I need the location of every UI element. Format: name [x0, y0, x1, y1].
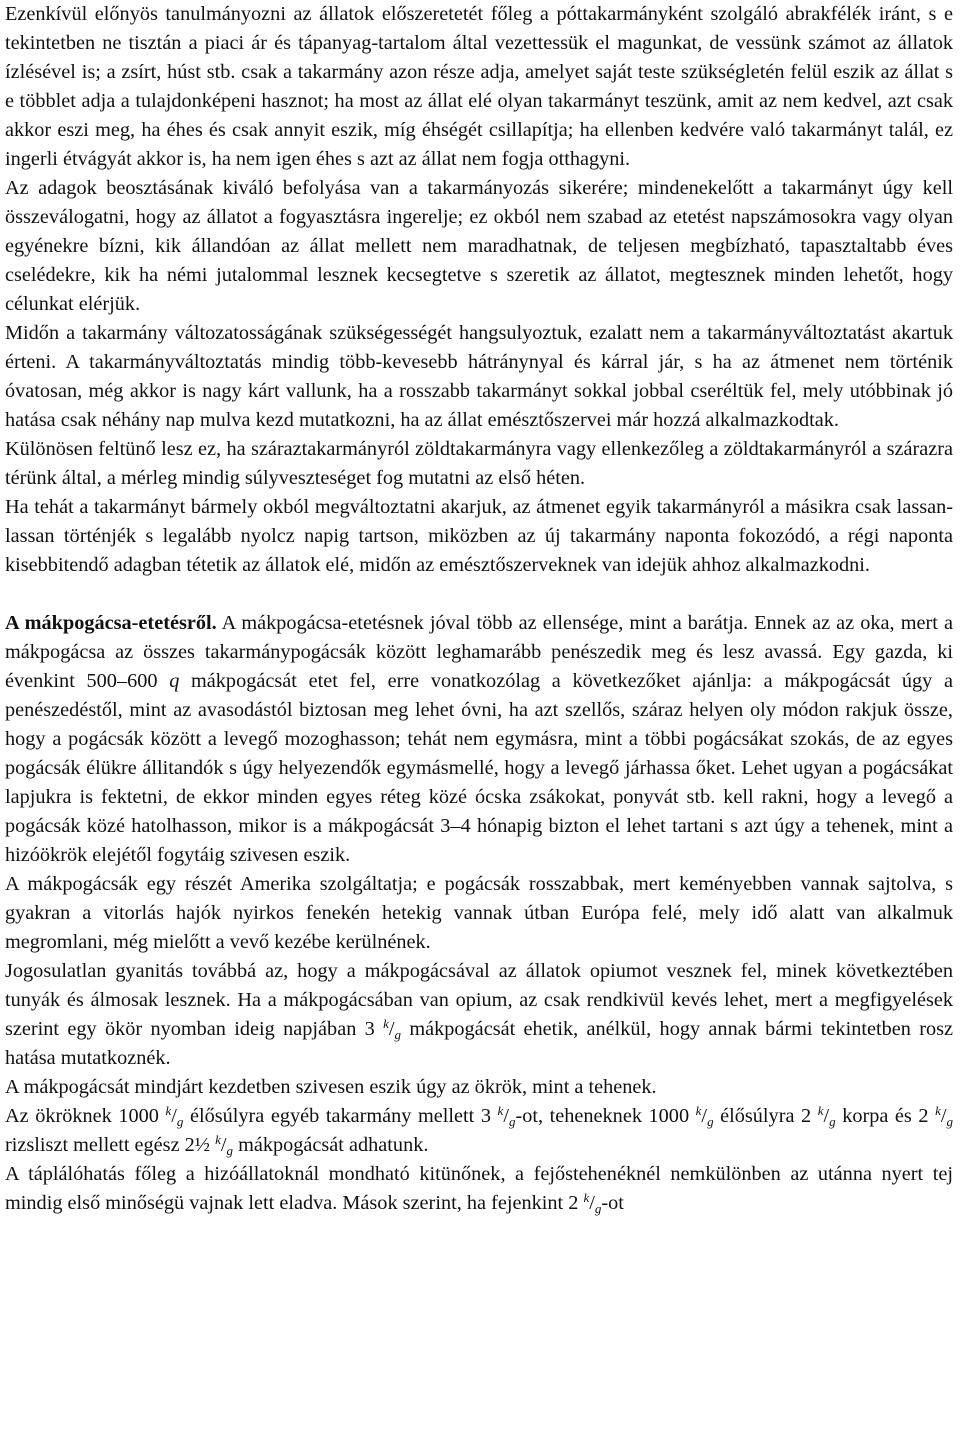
text-run: A mákpogácsák egy részét Amerika szolgáltatja; e pogácsák rosszabbak, mert keményebben vannak sajtolva, s gyakran a vitorlás hajók nyirkos fenekén hetekig vannak útban Európa felé, mely idő alatt van alkalmuk megromlani, még mielőtt a vevő kezébe kerülnének. [5, 873, 953, 953]
paragraph-gap [5, 580, 953, 609]
unit-numerator: k [497, 1103, 504, 1118]
section-heading: A mákpogácsa-etetésről. [5, 612, 217, 634]
unit-denominator: g [707, 1114, 714, 1129]
unit-denominator: g [394, 1027, 402, 1042]
paragraph [5, 0, 953, 174]
unit-symbol: q [169, 670, 180, 692]
text-run: rizsliszt mellett egész 2½ [5, 1134, 216, 1156]
unit-denominator: g [594, 1201, 602, 1216]
text-run: mákpogácsát ehetik, anélkül, hogy annak bármi tekintetben rosz hatása mutatkoznék. [5, 1018, 954, 1069]
paragraph [5, 1160, 953, 1218]
fraction-slash: / [589, 1192, 595, 1214]
unit-numerator: k [695, 1103, 702, 1118]
text-run: mákpogácsát etet fel, erre vonatkozólag a következőket ajánlja: a mákpogácsát úgy a penészedéstől, mint az avasodástól biztosan meg lehet óvni, ha azt szellős, száraz helyen oly módon rakjuk össze, hogy a pogácsák között a levegő mozoghasson; tehát nem egymásra, mint a többi pogácsákat szokás, de az egyes pogácsák élükre állitandók s úgy helyezendők egymásmellé, hogy a levegő járhassa őket. Lehet ugyan a pogácsákat lapjukra is fektetni, de ekkor minden egyes réteg közé ócska zsákokat, ponyvát stb. kell rakni, hogy a levegő a pogácsák közé hatolhasson, mikor is a mákpogácsát 3–4 hónapig bizton el lehet tartani s azt úgy a tehenek, mint a hizóökrök elejétől fogytáig szivesen eszik. [5, 670, 953, 866]
text-run: Ha tehát a takarmányt bármely okból megváltoztatni akarjuk, az átmenet egyik takarmányról a másikra csak lassan-lassan történjék s legalább nyolcz napig tartson, miközben az új takarmány naponta fokozódó, a régi naponta kisebbitendő adagban tétetik az állatok elé, midőn az emésztőszerveknek van idejük ahhoz alkalmazkodni. [5, 496, 953, 576]
text-run: Jogosulatlan gyanitás továbbá az, hogy a mákpogácsával az állatok opiumot vesznek fel, minek következtében tunyák és álmosak lesznek. Ha a mákpogácsában van opium, az csak rendkivül kevés lehet, mert a megfigyelések szerint egy ökör nyomban ideig napjában 3 [5, 960, 953, 1040]
paragraph [5, 1102, 953, 1160]
unit-denominator: g [176, 1114, 184, 1129]
fraction-slash: / [503, 1105, 509, 1127]
unit-numerator: k [817, 1103, 824, 1118]
text-run: Az ökröknek 1000 [5, 1105, 166, 1127]
fraction-slash: / [823, 1105, 830, 1127]
text-run: Különösen feltünő lesz ez, ha száraztakarmányról zöldtakarmányra vagy ellenkezőleg a zöldtakarmányról a szárazra térünk által, a mérleg mindig súlyveszteséget fog mutatni az első héten. [5, 438, 953, 489]
text-run: -ot, teheneknek 1000 [515, 1105, 696, 1127]
paragraph [5, 435, 953, 493]
text-run: Ezenkívül előnyös tanulmányozni az állatok előszeretetét főleg a póttakarmányként szolgáló abrakfélék iránt, s e tekintetben ne tisztán a piaci ár és tápanyag-tartalom által vezettessük el magunkat, de vessünk számot az állatok ízlésével is; a zsírt, húst stb. csak a takarmány azon része adja, amelyet saját teste szükségletén felül eszik az állat s e többlet adja a tulajdonképeni hasznot; ha most az állat elé olyan takarmányt teszünk, amit az nem kedvel, azt csak akkor eszi meg, ha éhes és csak annyit eszik, míg éhségét csillapítja; ha ellenben kedvére való takarmányt talál, ez ingerli étvágyát akkor is, ha nem igen éhes s azt az állat nem fogja otthagyni. [5, 3, 953, 170]
unit-fraction [696, 1105, 714, 1127]
fraction-slash: / [388, 1018, 395, 1040]
paragraph [5, 493, 953, 580]
text-run: A mákpogácsát mindjárt kezdetben szivesen eszik úgy az ökrök, mint a tehenek. [5, 1076, 657, 1098]
text-run: Midőn a takarmány változatosságának szükségességét hangsulyoztuk, ezalatt nem a takarmányváltoztatást akartuk érteni. A takarmányváltoztatás mindig több-kevesebb hátránynyal és kárral jár, s ha az átmenet nem történik óvatosan, még akkor is nagy kárt vallunk, ha a rosszabb takarmányt sokkal jobbal cseréltük fel, mely utóbbinak jó hatása csak néhány nap mulva kezd mutatkozni, ha az állat emésztőszervei már hozzá alkalmazkodtak. [5, 322, 953, 431]
fraction-slash: / [171, 1105, 177, 1127]
paragraph [5, 174, 953, 319]
text-run: mákpogácsát adhatunk. [233, 1134, 429, 1156]
fraction-slash: / [220, 1134, 227, 1156]
paragraph [5, 870, 953, 957]
unit-denominator: g [946, 1114, 953, 1129]
paragraph [5, 1073, 953, 1102]
unit-numerator: k [583, 1190, 590, 1205]
unit-fraction [935, 1105, 953, 1127]
paragraph [5, 319, 953, 435]
unit-fraction [818, 1105, 836, 1127]
text-run: Az adagok beosztásának kiváló befolyása van a takarmányozás sikerére; mindenekelőtt a takarmányt úgy kell összeválogatni, hogy az állatot a fogyasztásra ingerelje; ez okból nem szabad az etetést napszámosokra vagy olyan egyénekre bízni, kik állandóan az állat mellett nem maradhatnak, de teljesen megbízható, tapasztaltabb éves cselédekre, kik ha némi jutalommal lesznek kecsegtetve s szeretik az állatot, megtesznek minden lehetőt, hogy célunkat elérjük. [5, 177, 953, 315]
unit-numerator: k [215, 1132, 221, 1147]
fraction-slash: / [701, 1105, 708, 1127]
text-run: A táplálóhatás főleg a hizóállatoknál mondható kitünőnek, a fejőstehenéknél nemkülönben az utánna nyert tej mindig első minőségü vajnak lett eladva. Mások szerint, ha fejenkint 2 [5, 1163, 953, 1214]
unit-fraction [498, 1105, 516, 1127]
text-run: korpa és 2 [835, 1105, 936, 1127]
unit-denominator: g [508, 1114, 516, 1129]
unit-denominator: g [226, 1143, 233, 1158]
unit-fraction [383, 1018, 401, 1040]
fraction-slash: / [940, 1105, 947, 1127]
unit-numerator: k [383, 1016, 389, 1031]
text-run: A mákpogácsa-etetésnek jóval több az ellensége, mint a barátja. Ennek az az oka, mert a mákpogácsa az összes takarmánypogácsák között leghamarább penészedik meg és lesz avassá. Egy gazda, ki évenkint 500–600 [5, 612, 954, 692]
text-run: -ot [601, 1192, 624, 1214]
paragraph [5, 609, 953, 870]
unit-fraction [215, 1134, 233, 1156]
text-run: élősúlyra egyéb takarmány mellett 3 [183, 1105, 498, 1127]
unit-denominator: g [829, 1114, 836, 1129]
unit-numerator: k [165, 1103, 172, 1118]
text-run: élősúlyra 2 [713, 1105, 818, 1127]
unit-fraction [583, 1192, 601, 1214]
unit-fraction [165, 1105, 183, 1127]
paragraph [5, 957, 953, 1073]
unit-numerator: k [935, 1103, 941, 1118]
